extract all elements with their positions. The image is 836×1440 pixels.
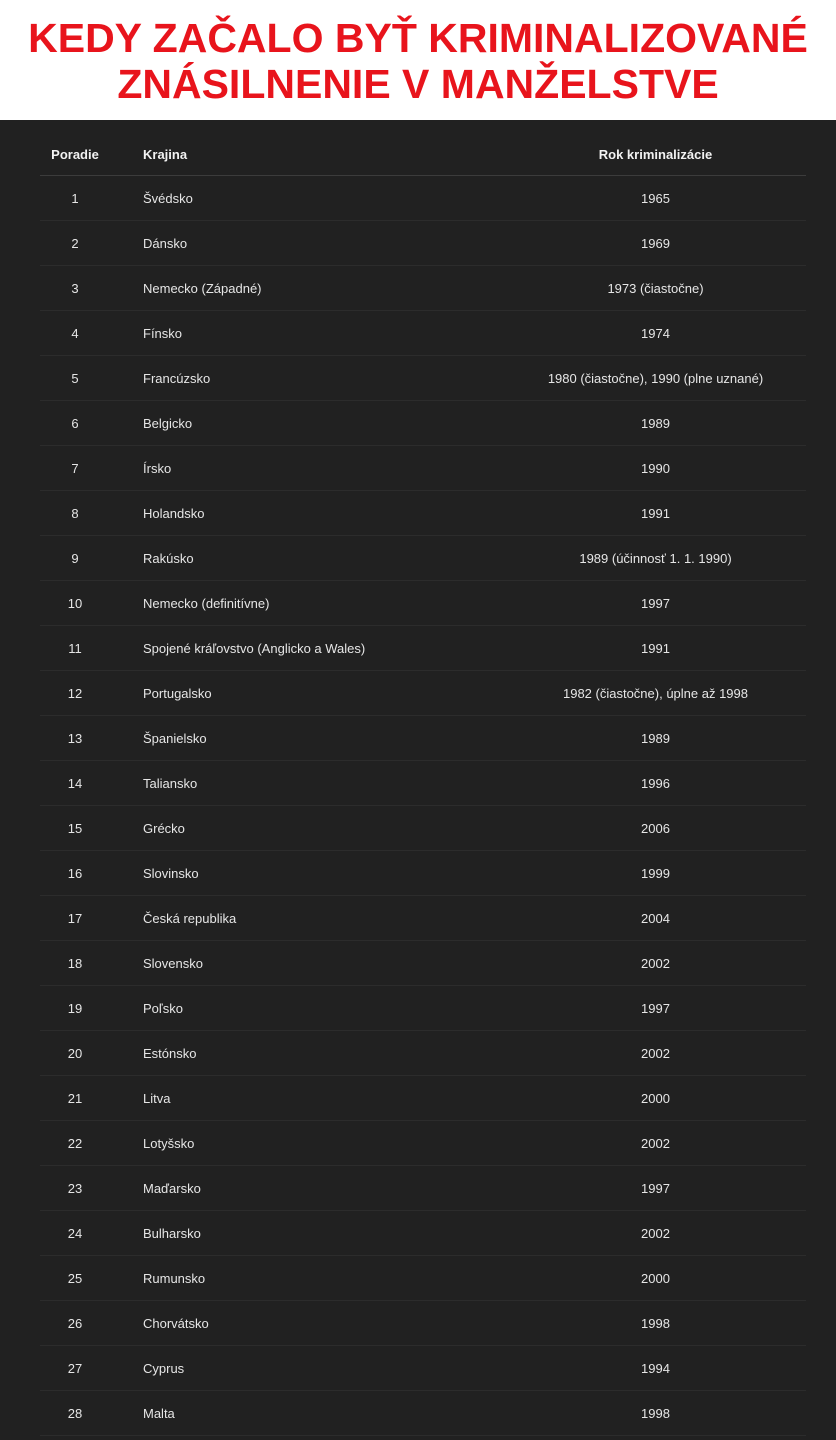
country-cell: Bulharsko bbox=[143, 1225, 201, 1241]
country-cell: Česká republika bbox=[143, 910, 237, 926]
title-line-2: ZNÁSILNENIE V MANŽELSTVE bbox=[117, 61, 719, 107]
rank-cell: 1 bbox=[71, 190, 79, 206]
table-row bbox=[40, 311, 806, 356]
country-cell: Litva bbox=[143, 1090, 171, 1106]
year-cell: 1998 bbox=[641, 1405, 670, 1421]
rank-cell: 16 bbox=[67, 865, 83, 881]
table-row bbox=[40, 536, 806, 581]
rank-cell: 25 bbox=[67, 1270, 83, 1286]
rank-cell: 6 bbox=[71, 415, 79, 431]
country-cell: Lotyšsko bbox=[143, 1135, 195, 1151]
table-row bbox=[40, 716, 806, 761]
year-cell: 1991 bbox=[641, 505, 670, 521]
rank-cell: 27 bbox=[67, 1360, 83, 1376]
country-cell: Španielsko bbox=[143, 730, 207, 746]
rank-cell: 5 bbox=[71, 370, 79, 386]
year-cell: 1980 (čiastočne), 1990 (plne uznané) bbox=[547, 370, 764, 386]
rank-cell: 23 bbox=[67, 1180, 83, 1196]
table-row bbox=[40, 1301, 806, 1346]
year-cell: 1997 bbox=[641, 595, 670, 611]
year-cell: 1973 (čiastočne) bbox=[607, 280, 704, 296]
country-cell: Maďarsko bbox=[143, 1180, 201, 1196]
table-row bbox=[40, 1256, 806, 1301]
rank-cell: 7 bbox=[71, 460, 79, 476]
year-cell: 1996 bbox=[641, 775, 670, 791]
country-cell: Švédsko bbox=[143, 190, 193, 206]
table-body bbox=[40, 176, 806, 1436]
country-cell: Rumunsko bbox=[143, 1270, 206, 1286]
rank-cell: 10 bbox=[67, 595, 83, 611]
rank-cell: 12 bbox=[67, 685, 83, 701]
year-cell: 1989 bbox=[641, 730, 670, 746]
year-cell: 1998 bbox=[641, 1315, 670, 1331]
country-cell: Poľsko bbox=[143, 1000, 183, 1016]
country-cell: Slovinsko bbox=[143, 865, 199, 881]
rank-cell: 15 bbox=[67, 820, 83, 836]
column-header-rank: Poradie bbox=[51, 147, 99, 162]
rank-cell: 28 bbox=[67, 1405, 83, 1421]
country-cell: Portugalsko bbox=[143, 685, 212, 701]
table-row bbox=[40, 401, 806, 446]
year-cell: 1969 bbox=[641, 235, 670, 251]
table-header-row bbox=[40, 134, 806, 176]
column-header-country: Krajina bbox=[143, 147, 188, 162]
country-cell: Chorvátsko bbox=[143, 1315, 209, 1331]
table-row bbox=[40, 761, 806, 806]
country-cell: Belgicko bbox=[143, 415, 193, 431]
table-row bbox=[40, 941, 806, 986]
rank-cell: 21 bbox=[67, 1090, 83, 1106]
country-cell: Grécko bbox=[143, 820, 185, 836]
table-row bbox=[40, 1346, 806, 1391]
table-row bbox=[40, 1076, 806, 1121]
year-cell: 1989 (účinnosť 1. 1. 1990) bbox=[579, 550, 732, 566]
rank-cell: 3 bbox=[71, 280, 79, 296]
column-header-year: Rok kriminalizácie bbox=[598, 147, 713, 162]
table-row bbox=[40, 986, 806, 1031]
rank-cell: 17 bbox=[67, 910, 83, 926]
rank-cell: 24 bbox=[67, 1225, 83, 1241]
country-cell: Nemecko (Západné) bbox=[143, 280, 262, 296]
rank-cell: 20 bbox=[67, 1045, 83, 1061]
rank-cell: 26 bbox=[67, 1315, 83, 1331]
year-cell: 1982 (čiastočne), úplne až 1998 bbox=[562, 685, 748, 701]
rank-cell: 2 bbox=[71, 235, 79, 251]
data-table bbox=[40, 134, 806, 1436]
title-line-1: KEDY ZAČALO BYŤ KRIMINALIZOVANÉ bbox=[28, 15, 808, 61]
country-cell: Írsko bbox=[143, 460, 172, 476]
table-row bbox=[40, 626, 806, 671]
country-cell: Malta bbox=[143, 1405, 175, 1421]
year-cell: 2002 bbox=[641, 1135, 670, 1151]
rank-cell: 9 bbox=[71, 550, 79, 566]
table-row bbox=[40, 1031, 806, 1076]
rank-cell: 8 bbox=[71, 505, 79, 521]
rank-cell: 11 bbox=[68, 640, 82, 656]
table-row bbox=[40, 1391, 806, 1436]
table-row bbox=[40, 176, 806, 221]
year-cell: 2002 bbox=[641, 955, 670, 971]
year-cell: 2000 bbox=[641, 1270, 670, 1286]
rank-cell: 4 bbox=[71, 325, 79, 341]
rank-cell: 18 bbox=[67, 955, 83, 971]
year-cell: 1974 bbox=[641, 325, 670, 341]
table-row bbox=[40, 581, 806, 626]
rank-cell: 14 bbox=[67, 775, 83, 791]
year-cell: 1997 bbox=[641, 1180, 670, 1196]
year-cell: 1991 bbox=[641, 640, 670, 656]
country-cell: Holandsko bbox=[143, 505, 205, 521]
table-row bbox=[40, 1166, 806, 1211]
table-row bbox=[40, 491, 806, 536]
table-row bbox=[40, 356, 806, 401]
year-cell: 1965 bbox=[641, 190, 670, 206]
year-cell: 1999 bbox=[641, 865, 670, 881]
year-cell: 1990 bbox=[641, 460, 670, 476]
year-cell: 2006 bbox=[641, 820, 670, 836]
country-cell: Slovensko bbox=[143, 955, 203, 971]
country-cell: Francúzsko bbox=[143, 370, 211, 386]
country-cell: Dánsko bbox=[143, 235, 188, 251]
year-cell: 2000 bbox=[641, 1090, 670, 1106]
table-row bbox=[40, 896, 806, 941]
year-cell: 1997 bbox=[641, 1000, 670, 1016]
table-row bbox=[40, 806, 806, 851]
table-row bbox=[40, 671, 806, 716]
table-row bbox=[40, 1121, 806, 1166]
country-cell: Rakúsko bbox=[143, 550, 194, 566]
year-cell: 1989 bbox=[641, 415, 670, 431]
table-row bbox=[40, 221, 806, 266]
table-row bbox=[40, 266, 806, 311]
rank-cell: 13 bbox=[67, 730, 83, 746]
table-row bbox=[40, 851, 806, 896]
country-cell: Nemecko (definitívne) bbox=[143, 595, 270, 611]
year-cell: 1994 bbox=[641, 1360, 670, 1376]
table-panel bbox=[0, 120, 836, 1440]
country-cell: Spojené kráľovstvo (Anglicko a Wales) bbox=[143, 640, 366, 656]
table-row bbox=[40, 1211, 806, 1256]
year-cell: 2002 bbox=[641, 1045, 670, 1061]
country-cell: Cyprus bbox=[143, 1360, 185, 1376]
country-cell: Fínsko bbox=[143, 325, 183, 341]
header bbox=[0, 0, 836, 120]
year-cell: 2004 bbox=[641, 910, 670, 926]
country-cell: Taliansko bbox=[143, 775, 198, 791]
rank-cell: 22 bbox=[67, 1135, 83, 1151]
country-cell: Estónsko bbox=[143, 1045, 197, 1061]
rank-cell: 19 bbox=[67, 1000, 83, 1016]
table-row bbox=[40, 446, 806, 491]
year-cell: 2002 bbox=[641, 1225, 670, 1241]
